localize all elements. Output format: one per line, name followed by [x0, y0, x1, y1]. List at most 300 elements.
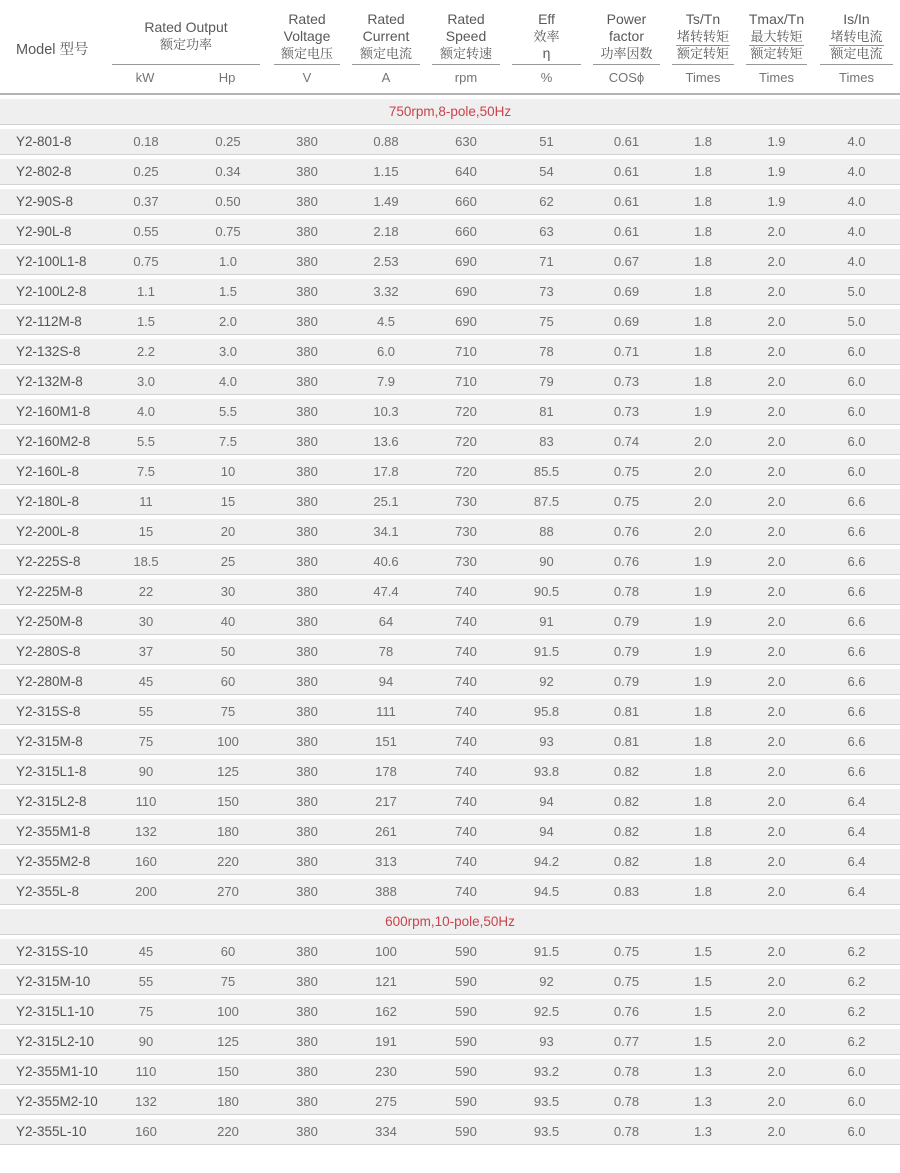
cell-ts-tn: 1.8	[666, 699, 740, 725]
cell-eff: 62	[506, 189, 587, 215]
cell-model: Y2-315L2-10	[0, 1029, 104, 1055]
cell-tmax-tn: 2.0	[740, 759, 813, 785]
cell-is-in: 4.0	[813, 129, 900, 155]
cell-model: Y2-355M1-8	[0, 819, 104, 845]
table-row	[0, 1029, 900, 1055]
cell-current: 275	[346, 1089, 426, 1115]
cell-tmax-tn: 2.0	[740, 639, 813, 665]
cell-is-in: 5.0	[813, 309, 900, 335]
cell-is-in: 6.0	[813, 339, 900, 365]
table-row	[0, 1119, 900, 1145]
cell-power-factor: 0.74	[587, 429, 666, 455]
cell-speed: 590	[426, 939, 506, 965]
table-row	[0, 129, 900, 155]
cell-ts-tn: 1.9	[666, 549, 740, 575]
col-header-rated-output	[104, 4, 268, 95]
cell-speed: 690	[426, 279, 506, 305]
cell-voltage: 380	[268, 429, 346, 455]
cell-eff: 93	[506, 729, 587, 755]
cell-hp: 100	[188, 999, 268, 1025]
eff-label-symbol: η	[542, 44, 551, 61]
cell-eff: 63	[506, 219, 587, 245]
cell-hp: 25	[188, 549, 268, 575]
cell-is-in: 6.2	[813, 999, 900, 1025]
cell-eff: 94.2	[506, 849, 587, 875]
cell-hp: 125	[188, 759, 268, 785]
cell-tmax-tn: 2.0	[740, 969, 813, 995]
unit-times-ts: Times	[685, 70, 721, 85]
cell-model: Y2-355L-10	[0, 1119, 104, 1145]
cell-kw: 55	[104, 699, 188, 725]
cell-tmax-tn: 2.0	[740, 369, 813, 395]
cell-model: Y2-112M-8	[0, 309, 104, 335]
cell-ts-tn: 1.3	[666, 1119, 740, 1145]
cell-voltage: 380	[268, 879, 346, 905]
unit-cos-phi: COSϕ	[608, 70, 645, 85]
cell-speed: 740	[426, 609, 506, 635]
cell-current: 17.8	[346, 459, 426, 485]
unit-rpm: rpm	[454, 70, 478, 85]
cell-is-in: 6.4	[813, 789, 900, 815]
header-divider-line	[432, 64, 499, 65]
cell-is-in: 6.4	[813, 849, 900, 875]
cell-voltage: 380	[268, 669, 346, 695]
cell-power-factor: 0.79	[587, 639, 666, 665]
cell-speed: 740	[426, 789, 506, 815]
unit-kw: kW	[135, 70, 155, 85]
cell-voltage: 380	[268, 219, 346, 245]
rated-output-label-en: Rated Output	[144, 19, 228, 35]
cell-is-in: 6.6	[813, 759, 900, 785]
cell-eff: 92.5	[506, 999, 587, 1025]
cell-power-factor: 0.82	[587, 819, 666, 845]
cell-is-in: 6.0	[813, 459, 900, 485]
cell-ts-tn: 1.5	[666, 939, 740, 965]
cell-ts-tn: 1.8	[666, 189, 740, 215]
cell-ts-tn: 1.8	[666, 129, 740, 155]
cell-model: Y2-315M-8	[0, 729, 104, 755]
cell-is-in: 6.6	[813, 489, 900, 515]
cell-power-factor: 0.75	[587, 489, 666, 515]
is-in-numerator: 堵转电流	[830, 28, 883, 44]
cell-power-factor: 0.61	[587, 189, 666, 215]
header-divider-line	[593, 64, 659, 65]
cell-speed: 720	[426, 429, 506, 455]
cell-eff: 91.5	[506, 939, 587, 965]
cell-eff: 54	[506, 159, 587, 185]
cell-kw: 45	[104, 669, 188, 695]
cell-speed: 590	[426, 1089, 506, 1115]
model-header-label: Model 型号	[16, 41, 89, 58]
cell-is-in: 6.6	[813, 579, 900, 605]
col-header-is-in	[813, 4, 900, 95]
cell-speed: 740	[426, 579, 506, 605]
cell-ts-tn: 1.5	[666, 1029, 740, 1055]
cell-speed: 740	[426, 759, 506, 785]
col-header-ts-tn	[666, 4, 740, 95]
header-divider-line	[672, 64, 734, 65]
col-header-rated-current	[346, 4, 426, 95]
cell-ts-tn: 1.5	[666, 969, 740, 995]
cell-eff: 93	[506, 1029, 587, 1055]
cell-speed: 740	[426, 879, 506, 905]
cell-kw: 45	[104, 939, 188, 965]
cell-eff: 51	[506, 129, 587, 155]
cell-model: Y2-160M2-8	[0, 429, 104, 455]
cell-current: 78	[346, 639, 426, 665]
cell-voltage: 380	[268, 159, 346, 185]
cell-voltage: 380	[268, 279, 346, 305]
cell-voltage: 380	[268, 579, 346, 605]
cell-power-factor: 0.61	[587, 159, 666, 185]
cell-speed: 720	[426, 459, 506, 485]
tmax-tn-label: Tmax/Tn	[748, 10, 805, 27]
cell-voltage: 380	[268, 309, 346, 335]
cell-is-in: 6.6	[813, 669, 900, 695]
table-row	[0, 189, 900, 215]
cell-current: 2.18	[346, 219, 426, 245]
table-row	[0, 459, 900, 485]
table-row	[0, 669, 900, 695]
col-header-model	[0, 4, 104, 95]
cell-eff: 93.5	[506, 1089, 587, 1115]
cell-speed: 590	[426, 1059, 506, 1085]
cell-power-factor: 0.69	[587, 309, 666, 335]
cell-eff: 94	[506, 819, 587, 845]
cell-hp: 2.0	[188, 309, 268, 335]
cell-voltage: 380	[268, 699, 346, 725]
table-row	[0, 939, 900, 965]
cell-power-factor: 0.61	[587, 129, 666, 155]
section-header-row	[0, 909, 900, 935]
cell-tmax-tn: 2.0	[740, 339, 813, 365]
cell-kw: 11	[104, 489, 188, 515]
cell-ts-tn: 1.3	[666, 1059, 740, 1085]
cell-current: 111	[346, 699, 426, 725]
unit-percent: %	[540, 70, 553, 85]
cell-is-in: 6.2	[813, 939, 900, 965]
cell-power-factor: 0.82	[587, 759, 666, 785]
cell-current: 3.32	[346, 279, 426, 305]
table-row	[0, 489, 900, 515]
cell-eff: 81	[506, 399, 587, 425]
ts-tn-denominator: 额定转矩	[676, 45, 729, 61]
table-row	[0, 759, 900, 785]
cell-voltage: 380	[268, 639, 346, 665]
cell-kw: 160	[104, 1119, 188, 1145]
cell-voltage: 380	[268, 129, 346, 155]
cell-is-in: 6.4	[813, 819, 900, 845]
pf-label-en2: factor	[608, 27, 644, 44]
cell-model: Y2-802-8	[0, 159, 104, 185]
cell-tmax-tn: 2.0	[740, 1119, 813, 1145]
cell-hp: 30	[188, 579, 268, 605]
cell-speed: 740	[426, 849, 506, 875]
cell-speed: 730	[426, 519, 506, 545]
table-row	[0, 609, 900, 635]
cell-voltage: 380	[268, 489, 346, 515]
cell-ts-tn: 1.8	[666, 219, 740, 245]
rated-speed-label-en2: Speed	[445, 27, 487, 44]
cell-speed: 590	[426, 969, 506, 995]
header-divider-line	[820, 64, 893, 65]
cell-eff: 94	[506, 789, 587, 815]
cell-current: 334	[346, 1119, 426, 1145]
cell-eff: 94.5	[506, 879, 587, 905]
cell-hp: 125	[188, 1029, 268, 1055]
cell-kw: 22	[104, 579, 188, 605]
cell-model: Y2-200L-8	[0, 519, 104, 545]
cell-ts-tn: 1.8	[666, 279, 740, 305]
table-row	[0, 399, 900, 425]
cell-hp: 4.0	[188, 369, 268, 395]
unit-times-tmax: Times	[759, 70, 794, 85]
cell-tmax-tn: 2.0	[740, 429, 813, 455]
cell-tmax-tn: 2.0	[740, 1089, 813, 1115]
cell-tmax-tn: 2.0	[740, 879, 813, 905]
cell-is-in: 6.0	[813, 1119, 900, 1145]
col-header-rated-speed	[426, 4, 506, 95]
cell-current: 10.3	[346, 399, 426, 425]
cell-power-factor: 0.78	[587, 1059, 666, 1085]
cell-eff: 92	[506, 669, 587, 695]
cell-ts-tn: 1.8	[666, 789, 740, 815]
cell-kw: 75	[104, 999, 188, 1025]
cell-hp: 5.5	[188, 399, 268, 425]
cell-ts-tn: 2.0	[666, 459, 740, 485]
section-title: 750rpm,8-pole,50Hz	[0, 99, 900, 125]
cell-is-in: 6.0	[813, 1059, 900, 1085]
table-body	[0, 99, 900, 1145]
cell-tmax-tn: 2.0	[740, 219, 813, 245]
cell-hp: 150	[188, 1059, 268, 1085]
cell-eff: 88	[506, 519, 587, 545]
cell-current: 7.9	[346, 369, 426, 395]
cell-hp: 60	[188, 669, 268, 695]
cell-ts-tn: 1.8	[666, 729, 740, 755]
table-row	[0, 549, 900, 575]
cell-voltage: 380	[268, 519, 346, 545]
cell-power-factor: 0.73	[587, 399, 666, 425]
tmax-tn-numerator: 最大转矩	[750, 28, 803, 44]
cell-current: 121	[346, 969, 426, 995]
cell-current: 25.1	[346, 489, 426, 515]
cell-kw: 0.37	[104, 189, 188, 215]
cell-speed: 690	[426, 309, 506, 335]
cell-model: Y2-250M-8	[0, 609, 104, 635]
cell-ts-tn: 2.0	[666, 519, 740, 545]
cell-current: 47.4	[346, 579, 426, 605]
table-row	[0, 159, 900, 185]
cell-kw: 55	[104, 969, 188, 995]
header-row	[0, 4, 900, 95]
cell-is-in: 4.0	[813, 219, 900, 245]
cell-model: Y2-132S-8	[0, 339, 104, 365]
table-header	[0, 4, 900, 95]
cell-voltage: 380	[268, 969, 346, 995]
cell-power-factor: 0.75	[587, 459, 666, 485]
cell-is-in: 4.0	[813, 159, 900, 185]
table-row	[0, 639, 900, 665]
cell-hp: 75	[188, 969, 268, 995]
cell-current: 34.1	[346, 519, 426, 545]
col-header-efficiency	[506, 4, 587, 95]
cell-current: 151	[346, 729, 426, 755]
table-row	[0, 879, 900, 905]
table-row	[0, 369, 900, 395]
cell-ts-tn: 2.0	[666, 489, 740, 515]
cell-ts-tn: 1.8	[666, 159, 740, 185]
col-header-rated-voltage	[268, 4, 346, 95]
cell-voltage: 380	[268, 1029, 346, 1055]
cell-model: Y2-160M1-8	[0, 399, 104, 425]
cell-tmax-tn: 1.9	[740, 159, 813, 185]
cell-speed: 730	[426, 489, 506, 515]
cell-eff: 90	[506, 549, 587, 575]
header-divider-line	[512, 64, 580, 65]
unit-v: V	[302, 70, 312, 85]
cell-speed: 590	[426, 1119, 506, 1145]
cell-current: 313	[346, 849, 426, 875]
cell-kw: 200	[104, 879, 188, 905]
cell-is-in: 6.4	[813, 879, 900, 905]
cell-kw: 4.0	[104, 399, 188, 425]
cell-ts-tn: 2.0	[666, 429, 740, 455]
tmax-tn-denominator: 额定转矩	[750, 45, 803, 61]
rated-current-label-en1: Rated	[367, 10, 405, 27]
cell-kw: 18.5	[104, 549, 188, 575]
cell-tmax-tn: 2.0	[740, 729, 813, 755]
table-row	[0, 519, 900, 545]
cell-eff: 73	[506, 279, 587, 305]
cell-tmax-tn: 2.0	[740, 279, 813, 305]
cell-eff: 92	[506, 969, 587, 995]
cell-model: Y2-355M1-10	[0, 1059, 104, 1085]
cell-eff: 71	[506, 249, 587, 275]
cell-hp: 220	[188, 1119, 268, 1145]
cell-tmax-tn: 2.0	[740, 849, 813, 875]
cell-speed: 730	[426, 549, 506, 575]
cell-power-factor: 0.82	[587, 789, 666, 815]
is-in-denominator: 额定电流	[830, 45, 883, 61]
cell-eff: 93.2	[506, 1059, 587, 1085]
header-divider-line	[352, 64, 419, 65]
pf-label-en1: Power	[606, 10, 647, 27]
table-row	[0, 339, 900, 365]
cell-kw: 30	[104, 609, 188, 635]
cell-hp: 100	[188, 729, 268, 755]
cell-hp: 0.75	[188, 219, 268, 245]
cell-speed: 740	[426, 639, 506, 665]
cell-tmax-tn: 2.0	[740, 489, 813, 515]
cell-hp: 0.34	[188, 159, 268, 185]
cell-current: 94	[346, 669, 426, 695]
cell-is-in: 6.6	[813, 729, 900, 755]
cell-speed: 590	[426, 1029, 506, 1055]
cell-kw: 0.75	[104, 249, 188, 275]
cell-ts-tn: 1.9	[666, 669, 740, 695]
cell-current: 40.6	[346, 549, 426, 575]
cell-kw: 2.2	[104, 339, 188, 365]
cell-power-factor: 0.78	[587, 1119, 666, 1145]
cell-model: Y2-100L2-8	[0, 279, 104, 305]
cell-kw: 5.5	[104, 429, 188, 455]
cell-kw: 90	[104, 1029, 188, 1055]
cell-power-factor: 0.79	[587, 669, 666, 695]
cell-tmax-tn: 2.0	[740, 609, 813, 635]
cell-kw: 75	[104, 729, 188, 755]
cell-ts-tn: 1.5	[666, 999, 740, 1025]
table-row	[0, 969, 900, 995]
cell-is-in: 4.0	[813, 189, 900, 215]
table-row	[0, 579, 900, 605]
cell-hp: 180	[188, 1089, 268, 1115]
cell-ts-tn: 1.8	[666, 759, 740, 785]
cell-voltage: 380	[268, 1119, 346, 1145]
cell-power-factor: 0.79	[587, 609, 666, 635]
cell-model: Y2-225M-8	[0, 579, 104, 605]
table-row	[0, 789, 900, 815]
cell-kw: 132	[104, 819, 188, 845]
cell-model: Y2-315L1-10	[0, 999, 104, 1025]
cell-hp: 1.5	[188, 279, 268, 305]
cell-model: Y2-315S-10	[0, 939, 104, 965]
table-row	[0, 279, 900, 305]
unit-a: A	[381, 70, 391, 85]
cell-model: Y2-315M-10	[0, 969, 104, 995]
cell-power-factor: 0.67	[587, 249, 666, 275]
cell-current: 0.88	[346, 129, 426, 155]
cell-kw: 1.1	[104, 279, 188, 305]
cell-hp: 40	[188, 609, 268, 635]
cell-voltage: 380	[268, 819, 346, 845]
unit-times-is: Times	[839, 70, 874, 85]
cell-tmax-tn: 2.0	[740, 939, 813, 965]
rated-speed-label-en1: Rated	[447, 10, 485, 27]
cell-model: Y2-315S-8	[0, 699, 104, 725]
table-row	[0, 219, 900, 245]
cell-current: 6.0	[346, 339, 426, 365]
cell-power-factor: 0.76	[587, 549, 666, 575]
cell-is-in: 6.0	[813, 399, 900, 425]
cell-current: 1.49	[346, 189, 426, 215]
cell-eff: 83	[506, 429, 587, 455]
cell-is-in: 6.0	[813, 369, 900, 395]
rated-voltage-label-en1: Rated	[288, 10, 326, 27]
cell-voltage: 380	[268, 759, 346, 785]
cell-voltage: 380	[268, 939, 346, 965]
table-row	[0, 849, 900, 875]
cell-is-in: 6.2	[813, 1029, 900, 1055]
cell-voltage: 380	[268, 369, 346, 395]
cell-hp: 220	[188, 849, 268, 875]
cell-current: 64	[346, 609, 426, 635]
cell-tmax-tn: 2.0	[740, 249, 813, 275]
cell-hp: 75	[188, 699, 268, 725]
cell-ts-tn: 1.9	[666, 639, 740, 665]
cell-current: 100	[346, 939, 426, 965]
cell-eff: 93.8	[506, 759, 587, 785]
cell-kw: 0.18	[104, 129, 188, 155]
cell-current: 178	[346, 759, 426, 785]
cell-tmax-tn: 2.0	[740, 549, 813, 575]
cell-ts-tn: 1.9	[666, 399, 740, 425]
cell-eff: 85.5	[506, 459, 587, 485]
cell-voltage: 380	[268, 189, 346, 215]
cell-model: Y2-225S-8	[0, 549, 104, 575]
section-header-row	[0, 99, 900, 125]
header-divider-line	[274, 64, 340, 65]
